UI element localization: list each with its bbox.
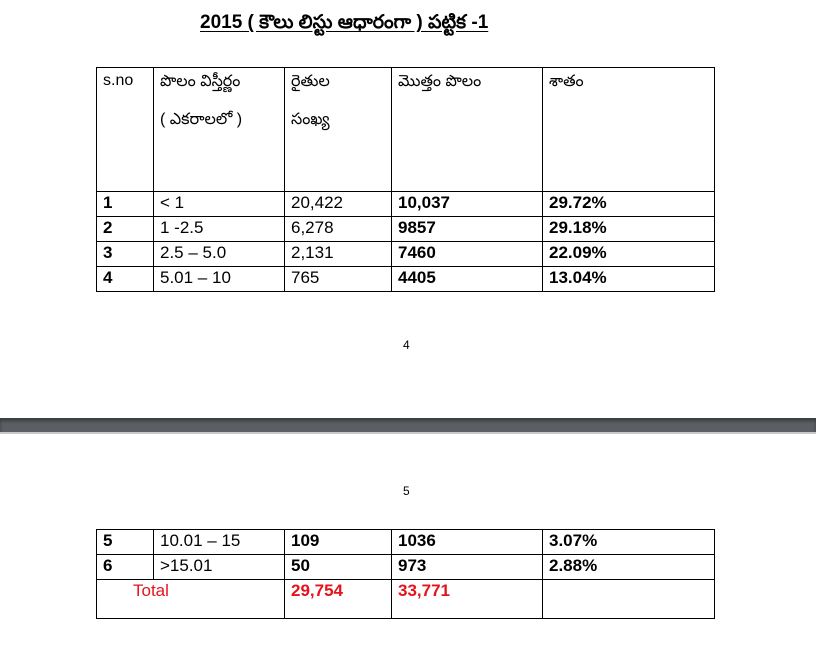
header-farmers bbox=[285, 68, 392, 192]
cell-sno: 6 bbox=[97, 555, 154, 580]
cell-sno: 4 bbox=[97, 267, 154, 292]
cell-farmers: 20,422 bbox=[285, 192, 392, 217]
table-row bbox=[97, 217, 715, 242]
header-percent: శాతం bbox=[543, 68, 715, 192]
header-farmers-line2: సంఖ్య bbox=[291, 111, 330, 128]
cell-percent: 2.88% bbox=[543, 555, 715, 580]
table-row bbox=[97, 242, 715, 267]
table-row bbox=[97, 267, 715, 292]
cell-range: >15.01 bbox=[154, 555, 285, 580]
total-land: 33,771 bbox=[392, 580, 543, 619]
page-separator bbox=[0, 418, 816, 432]
page-number: 4 bbox=[403, 338, 410, 352]
cell-sno: 2 bbox=[97, 217, 154, 242]
cell-range: < 1 bbox=[154, 192, 285, 217]
cell-farmers: 765 bbox=[285, 267, 392, 292]
header-farmers-line1: రైతుల bbox=[291, 73, 330, 90]
farmland-table-part1 bbox=[96, 67, 715, 292]
cell-land: 10,037 bbox=[392, 192, 543, 217]
cell-range: 5.01 – 10 bbox=[154, 267, 285, 292]
cell-sno: 5 bbox=[97, 530, 154, 555]
cell-land: 4405 bbox=[392, 267, 543, 292]
cell-percent: 29.72% bbox=[543, 192, 715, 217]
farmland-table-part2 bbox=[96, 529, 715, 619]
cell-farmers: 6,278 bbox=[285, 217, 392, 242]
cell-sno: 3 bbox=[97, 242, 154, 267]
page-number: 5 bbox=[403, 484, 410, 498]
cell-range: 2.5 – 5.0 bbox=[154, 242, 285, 267]
cell-land: 9857 bbox=[392, 217, 543, 242]
header-area-line1: పొలం విస్తీర్ణం bbox=[160, 73, 241, 90]
cell-range: 1 -2.5 bbox=[154, 217, 285, 242]
cell-land: 973 bbox=[392, 555, 543, 580]
header-area-line2: ( ఎకరాలలో ) bbox=[160, 111, 243, 128]
total-percent bbox=[543, 580, 715, 619]
total-row bbox=[97, 580, 715, 619]
table-row bbox=[97, 530, 715, 555]
header-total-land: మొత్తం పొలం bbox=[392, 68, 543, 192]
cell-land: 7460 bbox=[392, 242, 543, 267]
header-sno: s.no bbox=[97, 68, 154, 192]
cell-farmers: 50 bbox=[285, 555, 392, 580]
cell-farmers: 2,131 bbox=[285, 242, 392, 267]
total-farmers: 29,754 bbox=[285, 580, 392, 619]
table-title: 2015 ( కౌలు లిస్టు ఆధారంగా ) పట్టిక -1 bbox=[200, 12, 489, 33]
cell-percent: 13.04% bbox=[543, 267, 715, 292]
cell-land: 1036 bbox=[392, 530, 543, 555]
table-row bbox=[97, 192, 715, 217]
header-area bbox=[154, 68, 285, 192]
cell-range: 10.01 – 15 bbox=[154, 530, 285, 555]
table-row bbox=[97, 555, 715, 580]
cell-sno: 1 bbox=[97, 192, 154, 217]
cell-farmers: 109 bbox=[285, 530, 392, 555]
cell-percent: 22.09% bbox=[543, 242, 715, 267]
cell-percent: 29.18% bbox=[543, 217, 715, 242]
total-label: Total bbox=[97, 580, 285, 619]
cell-percent: 3.07% bbox=[543, 530, 715, 555]
table-header-row bbox=[97, 68, 715, 192]
